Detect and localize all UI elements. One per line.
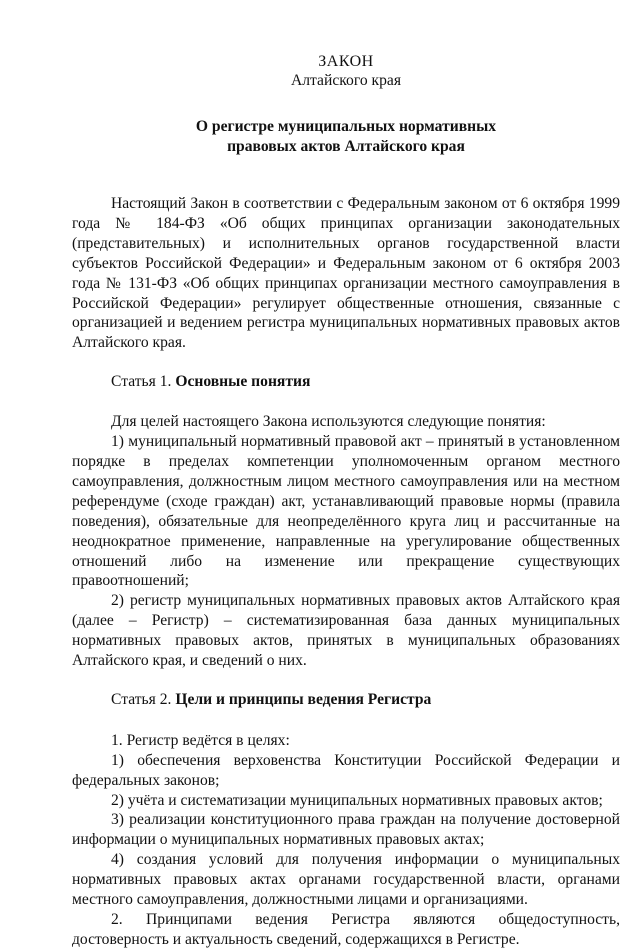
article-2-name: Цели и принципы ведения Регистра: [175, 690, 432, 708]
document-header: [72, 52, 620, 157]
article-2-point-2: 2. Принципами ведения Регистра являются общедоступность, достоверность и актуальность сведений, содержащихся в Регистре.: [72, 911, 620, 948]
article-2: [72, 690, 620, 950]
article-1: [72, 372, 620, 671]
article-1-intro: Для целей настоящего Закона используются следующие понятия:: [111, 413, 546, 431]
region-label: Алтайского края: [291, 72, 401, 89]
article-2-label: Статья 2.: [111, 690, 176, 708]
preamble-section: [72, 194, 620, 353]
law-title-line1: О регистре муниципальных нормативных: [195, 118, 497, 135]
article-2-item: 1) обеспечения верховенства Конституции Российской Федерации и федеральных законов;: [72, 751, 620, 789]
article-1-heading: [72, 372, 620, 392]
article-2-heading: [72, 690, 620, 710]
law-title: [72, 117, 620, 157]
article-1-item: 2) регистр муниципальных нормативных правовых актов Алтайского края (далее – Регистр) – систематизированная база данных муниципальных нормативных правовых актов, принятых в муниципальных образованиях Алтайского края, и сведений о них.: [72, 592, 620, 670]
article-1-label: Статья 1.: [111, 373, 176, 391]
preamble-paragraph: Настоящий Закон в соответствии с Федеральным законом от 6 октября 1999 года № 184-ФЗ «Об общих принципах организации законодательных (представительных) и исполнительных органов государственной власти субъектов Российской Федерации» и Федеральным законом от 6 октября 2003 года № 131-ФЗ «Об общих принципах организации местного самоуправления в Российской Федерации» регулирует общественные отношения, связанные с организацией и ведением регистра муниципальных нормативных правовых актов Алтайского края.: [72, 195, 620, 352]
document-page: [72, 52, 620, 950]
law-label: ЗАКОН: [318, 53, 374, 70]
article-2-body: [72, 731, 620, 950]
article-2-intro: 1. Регистр ведётся в целях:: [111, 731, 290, 749]
article-1-name: Основные понятия: [175, 373, 311, 391]
law-title-line2: правовых актов Алтайского края: [227, 138, 465, 155]
article-2-item: 4) создания условий для получения информации о муниципальных нормативных правовых актах органами государственной власти, органами местного самоуправления, должностными лицами и организациями.: [72, 851, 620, 909]
article-1-item: 1) муниципальный нормативный правовой акт – принятый в установленном порядке в пределах компетенции уполномоченным органом местного самоуправления, должностным лицом местного самоуправления или на местном референдуме (сходе граждан) акт, устанавливающий правовые нормы (правила поведения), обязательные для неопределённого круга лиц и рассчитанные на неоднократное применение, направленные на урегулирование общественных отношений либо на изменение или прекращение существующих правоотношений;: [72, 433, 620, 590]
article-2-item: 2) учёта и систематизации муниципальных нормативных правовых актов;: [111, 791, 603, 809]
article-1-body: [72, 412, 620, 671]
article-2-item: 3) реализации конституционного права граждан на получение достоверной информации о муниципальных нормативных правовых актах;: [72, 811, 620, 849]
